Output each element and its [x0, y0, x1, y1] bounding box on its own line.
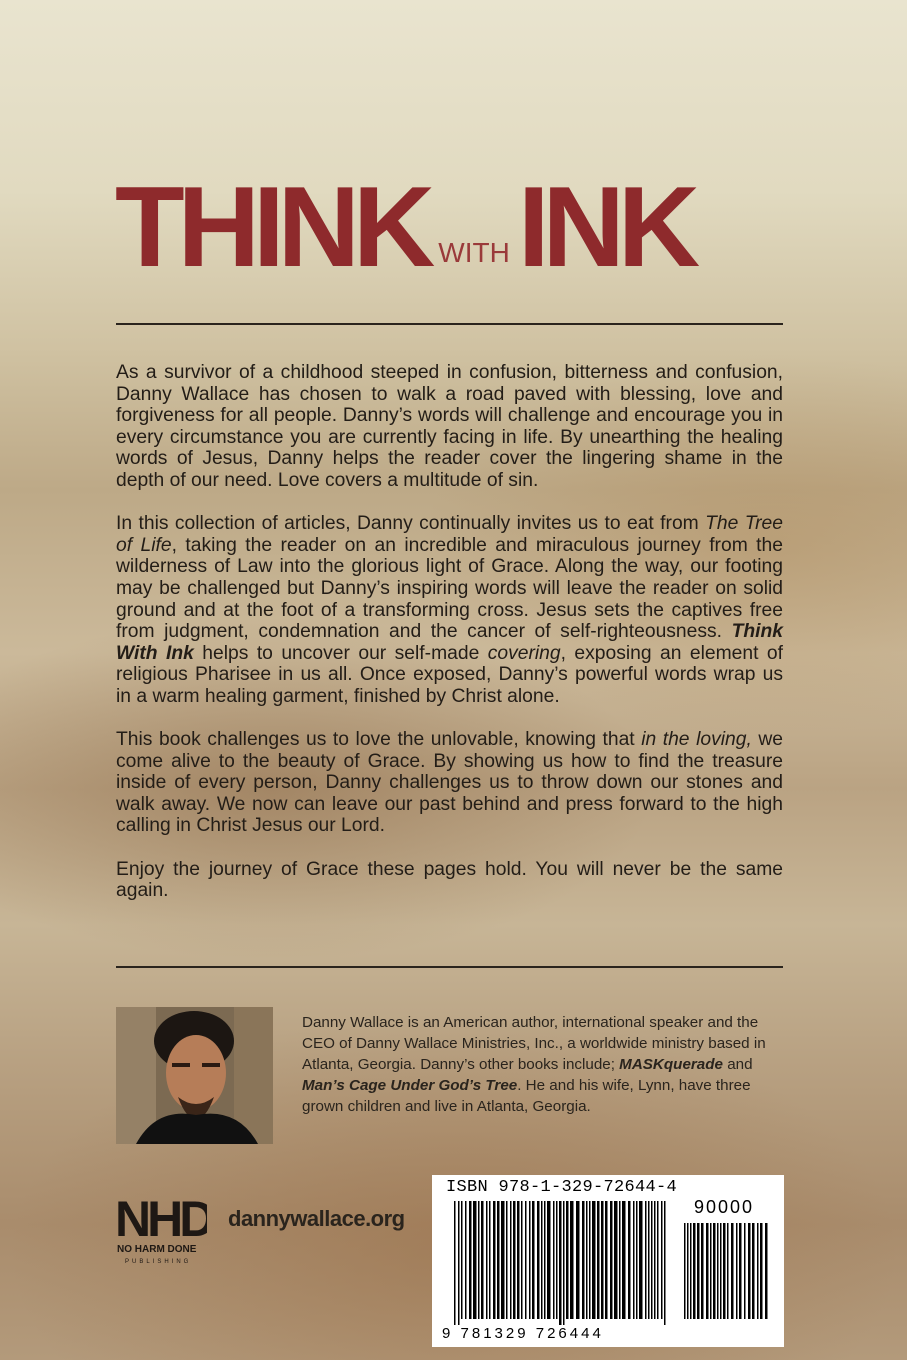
description-paragraph-1: As a survivor of a childhood steeped in confusion, bitterness and confusion, Danny Wallace has chosen to walk a road paved with blessing, love and forgiveness for all people. Danny’s words will challenge and encourage you in every circumstance you are currently facing in life. By unearthing the healing words of Jesus, Danny helps the reader cover the lingering shame in the depth of our need. Love covers a multitude of sin. — [116, 362, 783, 491]
bio-text-c: . He and his wife, Lynn, have three grown children and live in Atlanta, Georgia. — [302, 1077, 751, 1115]
p2-text-b: , taking the reader on an incredible and miraculous journey from the wilderness of Law into the glorious light of Grace. Along the way, our footing may be challenged but Danny’s inspiring words will leave the reader on solid ground and at the foot of a transforming cross. Jesus sets the captives free from judgment, condemnation and the cancer of self-righteousness. — [116, 534, 783, 643]
logo-letters: NHD — [115, 1191, 207, 1247]
isbn-barcode — [432, 1175, 784, 1347]
description-paragraph-2 — [116, 513, 783, 707]
title-with: WITH — [438, 237, 510, 268]
p2-italic-covering: covering — [487, 642, 561, 664]
barcode-addon-digits: 90000 — [694, 1197, 755, 1217]
p2-italic-tree-of-life: The Tree of Life — [116, 513, 783, 556]
bio-book-maskquerade: MASKquerade — [619, 1056, 723, 1073]
title-ink: INK — [517, 164, 694, 291]
bio-text-a: Danny Wallace is an American author, international speaker and the CEO of Danny Wallace Ministries, Inc., a worldwide ministry based in Atlanta, Georgia. Danny’s other books include; — [302, 1014, 766, 1073]
bio-text-b: and — [722, 1056, 753, 1073]
p3-text-b: we come alive to the beauty of Grace. By showing us how to find the treasure inside of every person, Danny challenges us to throw down our stones and walk away. We now can leave our past behind and press forward to the high calling in Christ Jesus our Lord. — [116, 729, 783, 837]
author-bio — [302, 1012, 787, 1117]
publisher-name: NO HARM DONE — [117, 1244, 197, 1255]
description-paragraph-4: Enjoy the journey of Grace these pages hold. You will never be the same again. — [116, 858, 783, 902]
p2-text-a: In this collection of articles, Danny continually invites us to eat from — [116, 513, 706, 535]
book-description — [116, 362, 783, 923]
p2-text-d: , exposing an element of religious Pharisee in us all. Once exposed, Danny’s powerful words wrap us in a warm healing garment, finished by Christ alone. — [116, 642, 783, 707]
author-photo — [116, 1007, 273, 1144]
p3-text-a: This book challenges us to love the unlovable, knowing that — [116, 729, 642, 751]
publisher-logo — [115, 1188, 207, 1268]
publisher-subname: PUBLISHING — [125, 1259, 192, 1265]
isbn-label: ISBN 978-1-329-72644-4 — [446, 1178, 678, 1197]
website-url: dannywallace.org — [228, 1206, 405, 1231]
p3-italic: in the loving, — [641, 729, 752, 751]
title-think: THINK — [115, 164, 429, 291]
top-divider — [116, 323, 783, 325]
book-title — [115, 164, 787, 291]
barcode-main-digits: 9 781329 726444 — [442, 1325, 604, 1342]
description-paragraph-3 — [116, 729, 783, 837]
bio-book-mans-cage: Man’s Cage Under God’s Tree — [302, 1077, 518, 1094]
bottom-divider — [116, 966, 783, 968]
p2-bold-title: Think With Ink — [116, 621, 783, 664]
p2-text-c: helps to uncover our self-made — [193, 642, 488, 664]
